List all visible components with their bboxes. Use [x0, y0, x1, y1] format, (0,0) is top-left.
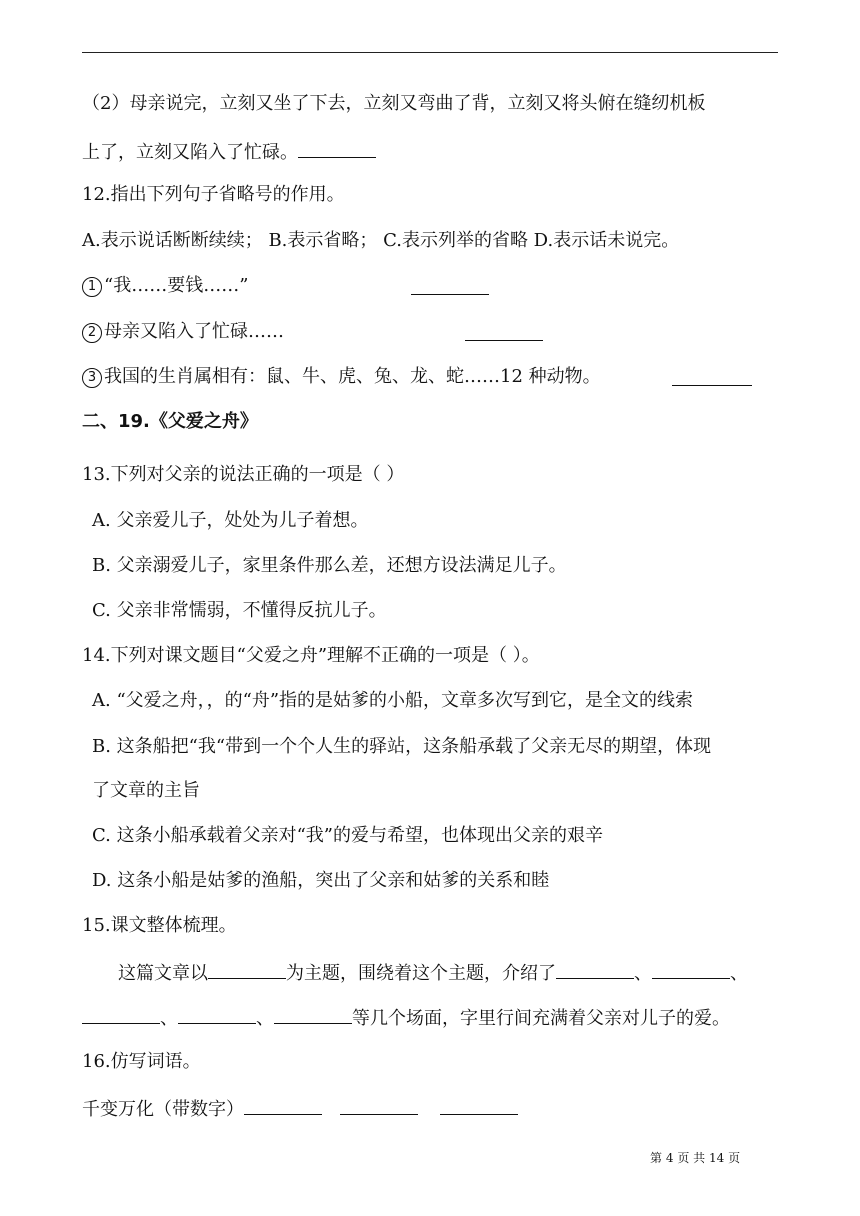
- item-3: 3 我国的生肖属相有：鼠、牛、虎、兔、龙、蛇……12 种动物。: [82, 365, 601, 389]
- question-14: 14.下列对课文题目“父爱之舟”理解不正确的一项是（ ）。: [82, 645, 540, 666]
- q13-option-c: C. 父亲非常懦弱，不懂得反抗儿子。: [92, 600, 387, 621]
- answer-blank[interactable]: [556, 960, 634, 979]
- circled-number: 1: [82, 277, 102, 297]
- section-heading: 二、19.《父爱之舟》: [82, 411, 258, 432]
- q13-option-a: A. 父亲爱儿子，处处为儿子着想。: [92, 510, 369, 531]
- answer-blank[interactable]: [82, 1005, 160, 1024]
- q14-option-d: D. 这条小船是姑爹的渔船，突出了父亲和姑爹的关系和睦: [92, 870, 550, 891]
- answer-blank[interactable]: [274, 1005, 352, 1024]
- circled-number: 2: [82, 323, 102, 343]
- question-12: 12.指出下列句子省略号的作用。: [82, 184, 345, 205]
- question-12-options: A.表示说话断断续续； B.表示省略； C.表示列举的省略 D.表示话未说完。: [82, 230, 680, 251]
- page-number: 4: [665, 1151, 674, 1165]
- q13-option-b: B. 父亲溺爱儿子，家里条件那么差，还想方设法满足儿子。: [92, 555, 567, 576]
- q16-answer-line: 千变万化（带数字）: [82, 1096, 518, 1122]
- question-15: 15.课文整体梳理。: [82, 915, 237, 936]
- answer-blank[interactable]: [208, 960, 286, 979]
- answer-blank[interactable]: [340, 1096, 418, 1115]
- total-pages: 14: [708, 1151, 725, 1165]
- q14-option-c: C. 这条小船承载着父亲对“我”的爱与希望，也体现出父亲的艰辛: [92, 825, 603, 846]
- q15-paragraph-line1: 这篇文章以 为主题，围绕着这个主题，介绍了 、 、: [118, 960, 748, 986]
- answer-blank[interactable]: [440, 1096, 518, 1115]
- answer-blank[interactable]: [652, 960, 730, 979]
- item-2: 2 母亲又陷入了忙碌……: [82, 320, 284, 344]
- answer-line-2b: 上了，立刻又陷入了忙碌。: [82, 139, 376, 165]
- answer-blank[interactable]: [298, 139, 376, 158]
- q15-paragraph-line2: 、 、 等几个场面，字里行间充满着父亲对儿子的爱。: [82, 1005, 730, 1031]
- answer-blank-2[interactable]: [465, 322, 543, 341]
- question-13: 13.下列对父亲的说法正确的一项是（ ）: [82, 464, 405, 485]
- page-footer: 第 4 页 共 14 页: [650, 1151, 741, 1165]
- answer-blank[interactable]: [178, 1005, 256, 1024]
- q14-option-b-cont: 了文章的主旨: [92, 780, 200, 801]
- item-1: 1 “我……要钱……”: [82, 274, 248, 298]
- answer-blank-3[interactable]: [672, 367, 752, 386]
- q14-option-a: A. “父爱之舟，，的“舟”指的是姑爹的小船，文章多次写到它，是全文的线索: [92, 690, 694, 711]
- question-16: 16.仿写词语。: [82, 1051, 201, 1072]
- header-rule: [82, 52, 778, 53]
- circled-number: 3: [82, 368, 102, 388]
- answer-line-2a: （2）母亲说完，立刻又坐了下去，立刻又弯曲了背，立刻又将头俯在缝纫机板: [82, 93, 706, 114]
- q14-option-b: B. 这条船把“我“带到一个个人生的驿站，这条船承载了父亲无尽的期望，体现: [92, 736, 712, 757]
- answer-blank[interactable]: [244, 1096, 322, 1115]
- answer-blank-1[interactable]: [411, 276, 489, 295]
